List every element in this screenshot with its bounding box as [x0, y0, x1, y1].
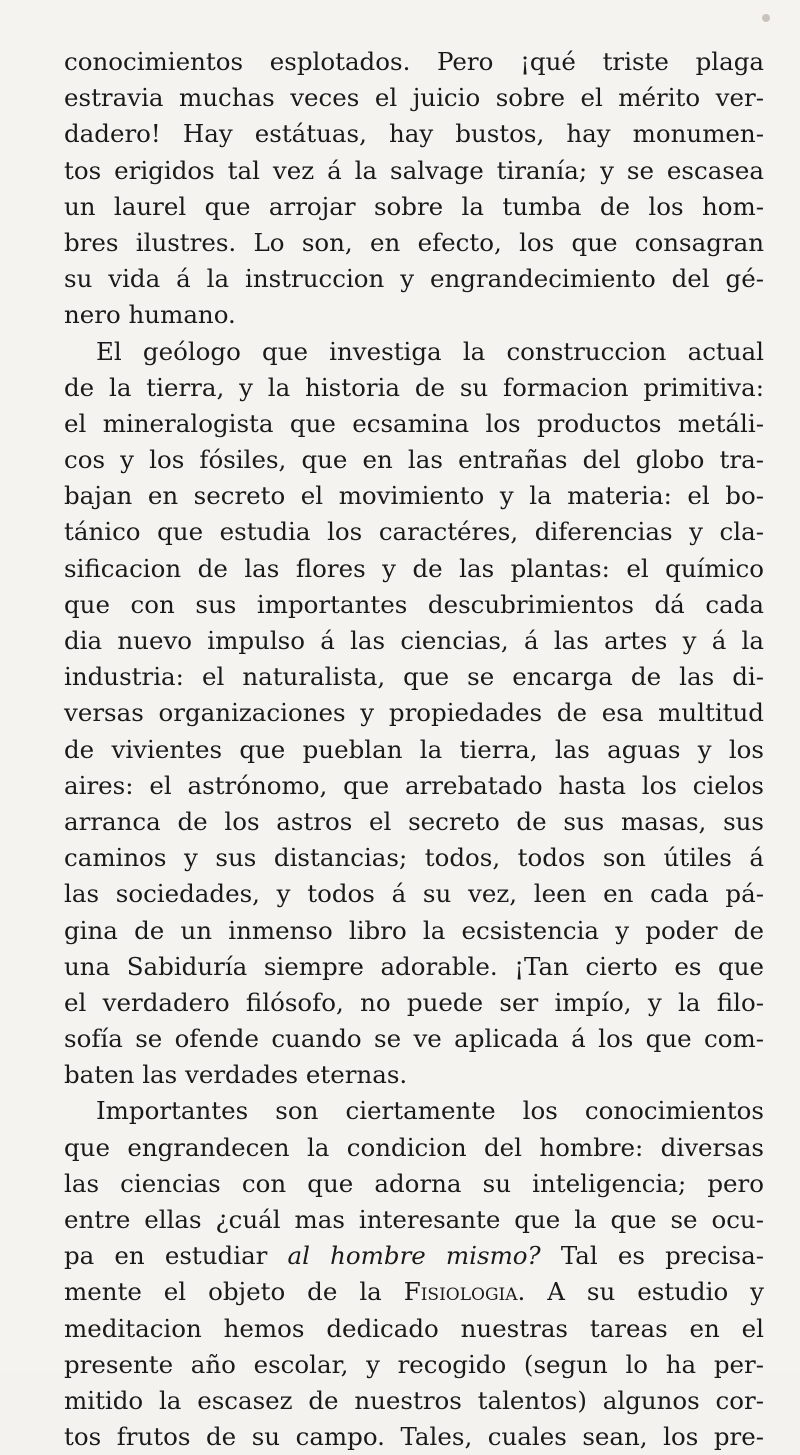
text-run: pa en estudiar: [64, 1241, 288, 1271]
body-text: [64, 44, 764, 1455]
text-line: baten las verdades eternas.: [64, 1060, 408, 1090]
text-line: conocimientos esplotados. Pero ¡qué triste plaga: [64, 47, 764, 76]
paragraph-2: [64, 334, 764, 1094]
text-line: versas organizaciones y propiedades de esa multitud: [64, 698, 764, 728]
text-line: entre ellas ¿cuál mas interesante que la que se ocu-: [64, 1205, 764, 1234]
text-line: una Sabiduría siempre adorable. ¡Tan cierto es que: [64, 951, 764, 981]
text-line: cos y los fósiles, que en las entrañas del globo tra-: [64, 445, 764, 475]
text-line: su vida á la instruccion y engrandecimiento del gé-: [64, 264, 764, 294]
text-line: bres ilustres. Lo son, en efecto, los que consagran: [64, 227, 764, 257]
text-line: el verdadero filósofo, no puede ser impío, y la filo-: [64, 987, 764, 1017]
text-line: las sociedades, y todos á su vez, leen en cada pá-: [64, 879, 764, 909]
text-line: Importantes son ciertamente los conocimientos: [96, 1096, 764, 1126]
text-line: dia nuevo impulso á las ciencias, á las artes y á la: [64, 626, 764, 655]
text-line: bajan en secreto el movimiento y la materia: el bo-: [64, 481, 764, 511]
paragraph-3: [64, 1093, 764, 1455]
text-line: tos frutos de su campo. Tales, cuales sean, los pre-: [64, 1422, 764, 1452]
text-line: industria: el naturalista, que se encarga de las di-: [64, 662, 764, 692]
text-line: de vivientes que pueblan la tierra, las aguas y los: [64, 734, 764, 764]
text-line-with-smallcaps: [64, 1274, 764, 1310]
italic-phrase: al hombre mismo?: [287, 1241, 541, 1271]
smallcaps-term: Fisiologia: [403, 1277, 518, 1307]
text-line: aires: el astrónomo, que arrebatado hasta los cielos: [64, 770, 764, 800]
text-line: gina de un inmenso libro la ecsistencia y poder de: [64, 915, 764, 945]
text-line: dadero! Hay estátuas, hay bustos, hay monumen-: [64, 119, 764, 149]
text-line: El geólogo que investiga la construccion actual: [96, 336, 764, 366]
text-line: un laurel que arrojar sobre la tumba de los hom-: [64, 191, 764, 221]
text-run: . A su estudio y: [517, 1277, 764, 1307]
text-line: tánico que estudia los caractéres, diferencias y cla-: [64, 517, 764, 547]
text-line: estravia muchas veces el juicio sobre el mérito ver-: [64, 83, 764, 113]
text-line: que con sus importantes descubrimientos dá cada: [64, 589, 764, 619]
text-line: sofía se ofende cuando se ve aplicada á los que com-: [64, 1024, 764, 1054]
ink-speck: [762, 14, 770, 22]
text-line: meditacion hemos dedicado nuestras tareas en el: [64, 1313, 764, 1343]
text-run: mente el objeto de la: [64, 1277, 404, 1307]
text-line: caminos y sus distancias; todos, todos son útiles á: [64, 843, 764, 873]
text-line: de la tierra, y la historia de su formacion primitiva:: [64, 372, 764, 402]
text-line: tos erigidos tal vez á la salvage tiranía; y se escasea: [64, 155, 764, 185]
text-line: que engrandecen la condicion del hombre: diversas: [64, 1132, 764, 1162]
text-line-with-italic: [64, 1238, 764, 1274]
text-run: Tal es precisa-: [540, 1241, 765, 1271]
text-line: arranca de los astros el secreto de sus masas, sus: [64, 806, 764, 836]
text-line: nero humano.: [64, 300, 236, 330]
text-line: sificacion de las flores y de las plantas: el químico: [64, 553, 764, 583]
text-line: presente año escolar, y recogido (segun lo ha per-: [64, 1349, 764, 1379]
paragraph-1: [64, 44, 764, 334]
text-line: mitido la escasez de nuestros talentos) algunos cor-: [64, 1385, 764, 1415]
text-line: el mineralogista que ecsamina los productos metáli-: [64, 408, 764, 438]
text-line: las ciencias con que adorna su inteligencia; pero: [64, 1168, 764, 1198]
